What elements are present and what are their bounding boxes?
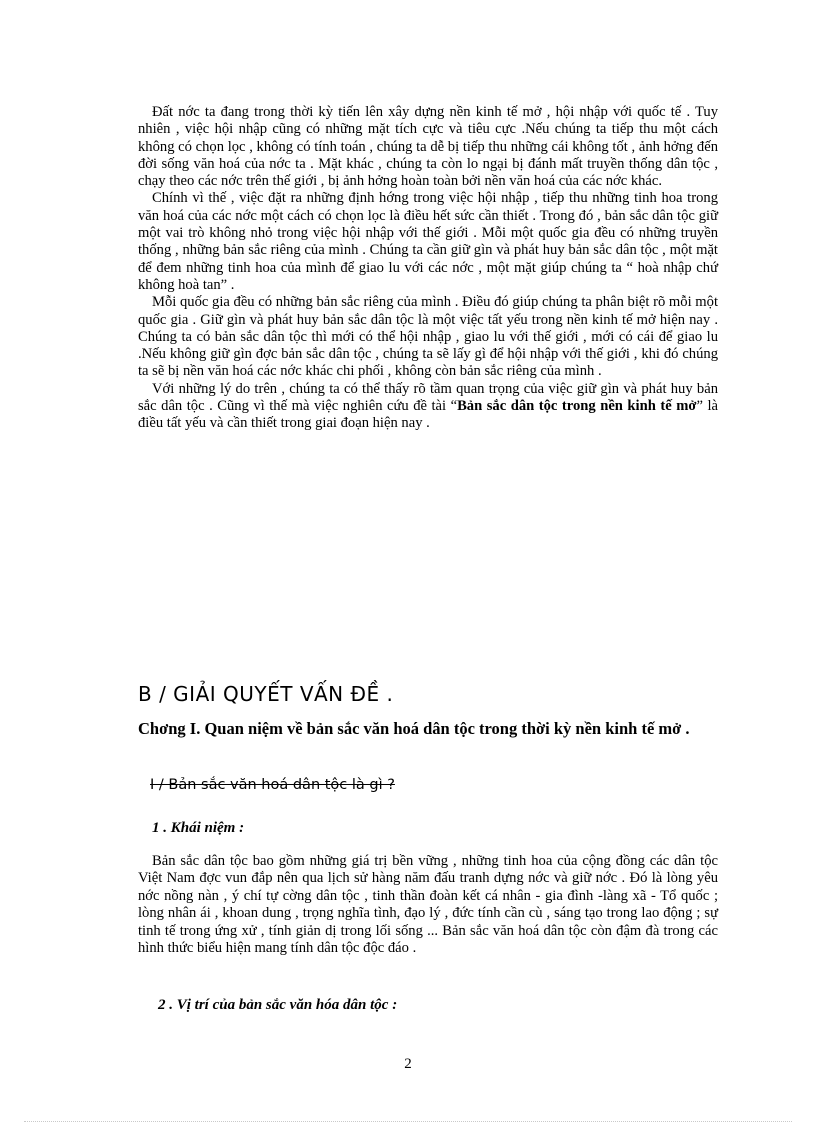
- intro-paragraph-4: [138, 381, 718, 433]
- intro-p4-text-end: ” là điều tất yếu và cần thiết trong giai đoạn hiện nay .: [138, 398, 718, 432]
- subheading-position: 2 . Vị trí của bản sắc văn hóa dân tộc :: [158, 997, 398, 1013]
- intro-paragraph-2: Chính vì thế , việc đặt ra những định hớng trong việc hội nhập , tiếp thu những tinh hoa trong văn hoá của các nớc một cách có chọn lọc là điều hết sức cần thiết . Trong đó , bản sắc dân tộc giữ một vai trò không nhỏ trong việc hội nhập với thế giới . Mỗi một quốc gia đều có những truyền thống , những bản sắc riêng của mình . Chúng ta cần giữ gìn và phát huy bản sắc dân tộc , một mặt để đem những tinh hoa của mình để giao lu với các nớc , một mặt giúp chúng ta “ hoà nhập chứ không hoà tan” .: [138, 190, 718, 293]
- intro-paragraph-3: Mỗi quốc gia đều có những bản sắc riêng của mình . Điều đó giúp chúng ta phân biệt rõ mỗi một quốc gia . Giữ gìn và phát huy bản sắc dân tộc là một việc tất yếu trong nền kinh tế mở hiện nay . Chúng ta có bản sắc dân tộc thì mới có thể hội nhập , giao lu với thế giới , mới có cái để giao lu .Nếu không giữ gìn đợc bản sắc dân tộc , chúng ta sẽ lấy gì để hội nhập với thế giới , khi đó chúng ta sẽ bị nền văn hoá các nớc khác chi phối , không còn bản sắc riêng của mình .: [138, 294, 718, 380]
- subheading-concept: 1 . Khái niệm :: [152, 820, 245, 836]
- chapter-title: Chơng I. Quan niệm về bản sắc văn hoá dân tộc trong thời kỳ nền kinh tế mở .: [138, 719, 690, 738]
- concept-section: [138, 853, 718, 957]
- page-bottom-divider: [24, 1121, 792, 1122]
- intro-paragraph-1: Đất nớc ta đang trong thời kỳ tiến lên xây dựng nền kinh tế mở , hội nhập với quốc tế . Tuy nhiên , việc hội nhập cũng có những mặt tích cực và tiêu cực .Nếu chúng ta tiếp thu một cách không có chọn lọc , không có tính toán , chúng ta dễ bị tiếp thu những cái không tốt , ảnh hởng đến đời sống văn hoá của nớc ta . Mặt khác , chúng ta còn lo ngại bị đánh mất truyền thống dân tộc , chạy theo các nớc trên thế giới , bị ảnh hởng hoàn toàn bởi nền văn hoá của các nớc khác.: [138, 104, 718, 190]
- topic-title-bold: Bản sắc dân tộc trong nền kinh tế mở: [457, 398, 697, 415]
- intro-p4-text-start: Với những lý do trên , chúng ta có thể thấy rõ tầm quan trọng của việc giữ gìn và phát huy bản sắc dân tộc . Cũng vì thế mà việc nghiên cứu đề tài “: [138, 380, 718, 415]
- concept-paragraph: Bản sắc dân tộc bao gồm những giá trị bền vững , những tinh hoa của cộng đồng các dân tộc Việt Nam đợc vun đắp nên qua lịch sử hàng năm đấu tranh dựng nớc và giữ nớc . Đó là lòng yêu nớc nồng nàn , ý chí tự cờng dân tộc , tinh thần đoàn kết cá nhân - gia đình -làng xã - Tổ quốc ; lòng nhân ái , khoan dung , trọng nghĩa tình, đạo lý , đức tính cần cù , sáng tạo trong lao động ; sự tinh tế trong ứng xử , tính giản dị trong lối sống ... Bản sắc văn hoá dân tộc còn đậm đà trong các hình thức biểu hiện mang tính dân tộc độc đáo .: [138, 853, 718, 957]
- subheading-what-is-identity: I / Bản sắc văn hoá dân tộc là gì ?: [150, 777, 395, 793]
- intro-section: [138, 104, 718, 433]
- page-number: 2: [404, 1056, 412, 1072]
- section-b-heading: B / GIẢI QUYẾT VẤN ĐỀ .: [138, 682, 394, 706]
